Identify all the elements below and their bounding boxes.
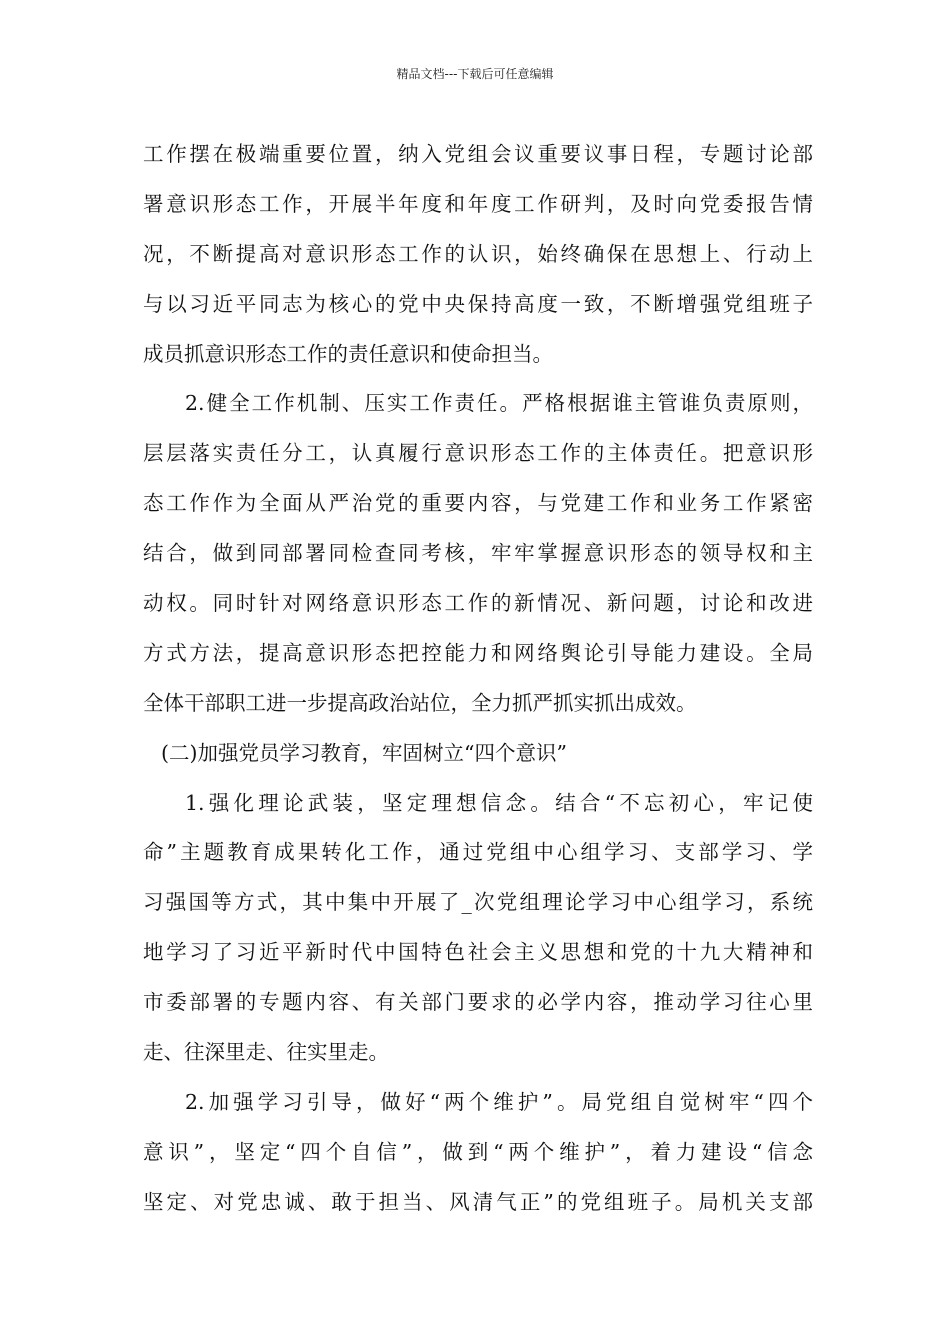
document-header: 精品文档---下载后可任意编辑 <box>396 67 554 81</box>
text-line: 地学习了习近平新时代中国特色社会主义思想和党的十九大精神和 <box>143 940 813 965</box>
text-line: 工作摆在极端重要位置，纳入党组会议重要议事日程，专题讨论部 <box>143 142 813 166</box>
text-line: 况，不断提高对意识形态工作的认识，始终确保在思想上、行动上 <box>143 241 813 266</box>
section-heading: (二)加强党员学习教育，牢固树立“四个意识” <box>161 740 567 765</box>
text-line: 命”主题教育成果转化工作，通过党组中心组学习、支部学习、学 <box>143 840 813 865</box>
text-line: 结合，做到同部署同检查同考核，牢牢掌握意识形态的领导权和主 <box>143 541 813 566</box>
text-line: 全体干部职工进一步提高政治站位，全力抓严抓实抓出成效。 <box>143 690 697 715</box>
text-line: 与以习近平同志为核心的党中央保持高度一致，不断增强党组班子 <box>143 291 813 316</box>
text-line: 2.加强学习引导，做好“两个维护”。局党组自觉树牢“四个 <box>185 1089 813 1114</box>
document-body <box>143 130 813 1228</box>
text-line: 态工作作为全面从严治党的重要内容，与党建工作和业务工作紧密 <box>143 491 813 516</box>
text-line: 层层落实责任分工，认真履行意识形态工作的主体责任。把意识形 <box>143 441 813 466</box>
text-line: 成员抓意识形态工作的责任意识和使命担当。 <box>143 341 553 366</box>
text-line: 走、往深里走、往实里走。 <box>143 1040 389 1065</box>
text-line: 坚定、对党忠诚、敢于担当、风清气正”的党组班子。局机关支部 <box>143 1189 813 1214</box>
text-line: 意识”，坚定“四个自信”，做到“两个维护”，着力建设“信念 <box>143 1139 813 1164</box>
text-line: 署意识形态工作，开展半年度和年度工作研判，及时向党委报告情 <box>143 191 813 216</box>
text-line: 习强国等方式，其中集中开展了_次党组理论学习中心组学习，系统 <box>143 890 813 915</box>
text-line: 市委部署的专题内容、有关部门要求的必学内容，推动学习往心里 <box>143 990 813 1015</box>
text-line: 2.健全工作机制、压实工作责任。严格根据谁主管谁负责原则， <box>185 391 813 416</box>
text-line: 方式方法，提高意识形态把控能力和网络舆论引导能力建设。全局 <box>143 640 813 665</box>
text-line: 1.强化理论武装，坚定理想信念。结合“不忘初心，牢记使 <box>185 790 813 815</box>
text-line: 动权。同时针对网络意识形态工作的新情况、新问题，讨论和改进 <box>143 591 813 616</box>
